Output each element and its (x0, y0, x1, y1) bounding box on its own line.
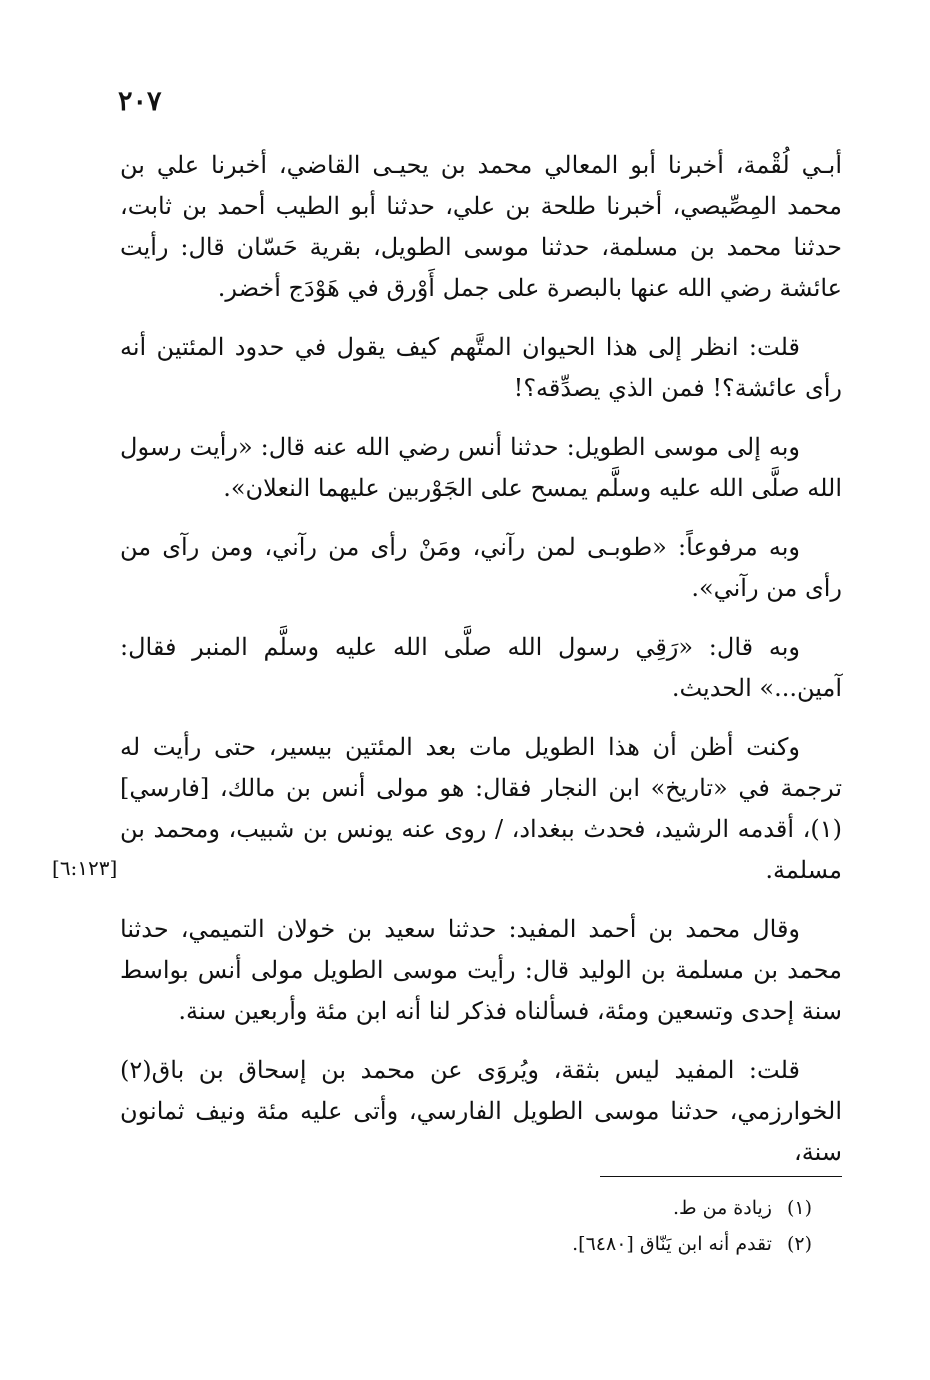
footnote-item (300, 1190, 812, 1226)
paragraph-5: وبه قال: «رَقِي رسول الله صلَّى الله عليه وسلَّم المنبر فقال: آمين...» الحديث. (120, 633, 842, 702)
paragraph-7: وقال محمد بن أحمد المفيد: حدثنا سعيد بن خولان التميمي، حدثنا محمد بن مسلمة بن الوليد قال: رأيت موسى الطويل مولى أنس بواسط سنة إحدى وتسعين ومئة، فسألناه فذكر لنا أنه ابن مئة وأربعين سنة. (120, 915, 842, 1025)
footnote-number: (١) (786, 1197, 812, 1219)
footnotes (300, 1190, 812, 1262)
paragraph-6: وكنت أظن أن هذا الطويل مات بعد المئتين بيسير، حتى رأيت له ترجمة في «تاريخ» ابن النجار فقال: هو مولى أنس بن مالك، [فارسي](١)، أقدمه الرشيد، فحدث ببغداد، / روى عنه يونس بن شبيب، ومحمد بن مسلمة. (120, 733, 842, 884)
paragraph-1: أبـي لُقْمة، أخبرنا أبو المعالي محمد بن يحيـى القاضي، أخبرنا علي بن محمد المِصِّيصي، أخبرنا طلحة بن علي، حدثنا أبو الطيب أحمد بن ثابت، حدثنا محمد بن مسلمة، حدثنا موسى الطويل، بقرية حَسّان قال: رأيت عائشة رضي الله عنها بالبصرة على جمل أَوْرق في هَوْدَج أخضر. (120, 151, 842, 302)
paragraph-3: وبه إلى موسى الطويل: حدثنا أنس رضي الله عنه قال: «رأيت رسول الله صلَّى الله عليه وسلَّم يمسح على الجَوْربين عليهما النعلان». (120, 433, 842, 502)
footnote-item (300, 1226, 812, 1262)
footnote-text: تقدم أنه ابن يَنّاق [٦٤٨٠]. (572, 1233, 772, 1255)
footnote-text: زيادة من ط. (672, 1197, 772, 1219)
paragraph-2: قلت: انظر إلى هذا الحيوان المتَّهم كيف يقول في حدود المئتين أنه رأى عائشة؟! فمن الذي يصدِّقه؟! (120, 333, 842, 402)
page-number: ٢٠٧ (118, 86, 162, 117)
footnote-separator (600, 1176, 842, 1177)
margin-volume-reference: [٦:١٢٣] (52, 856, 118, 880)
main-text (120, 145, 842, 1191)
paragraph-8: قلت: المفيد ليس بثقة، ويُروَى عن محمد بن إسحاق بن باق(٢) الخوارزمي، حدثنا موسى الطويل الفارسي، وأتى عليه مئة ونيف ثمانون سنة، (120, 1056, 842, 1166)
paragraph-4: وبه مرفوعاً: «طوبـى لمن رآني، ومَنْ رأى من رآني، ومن رآى من رأى من رآني». (120, 533, 842, 602)
footnote-number: (٢) (786, 1233, 812, 1255)
